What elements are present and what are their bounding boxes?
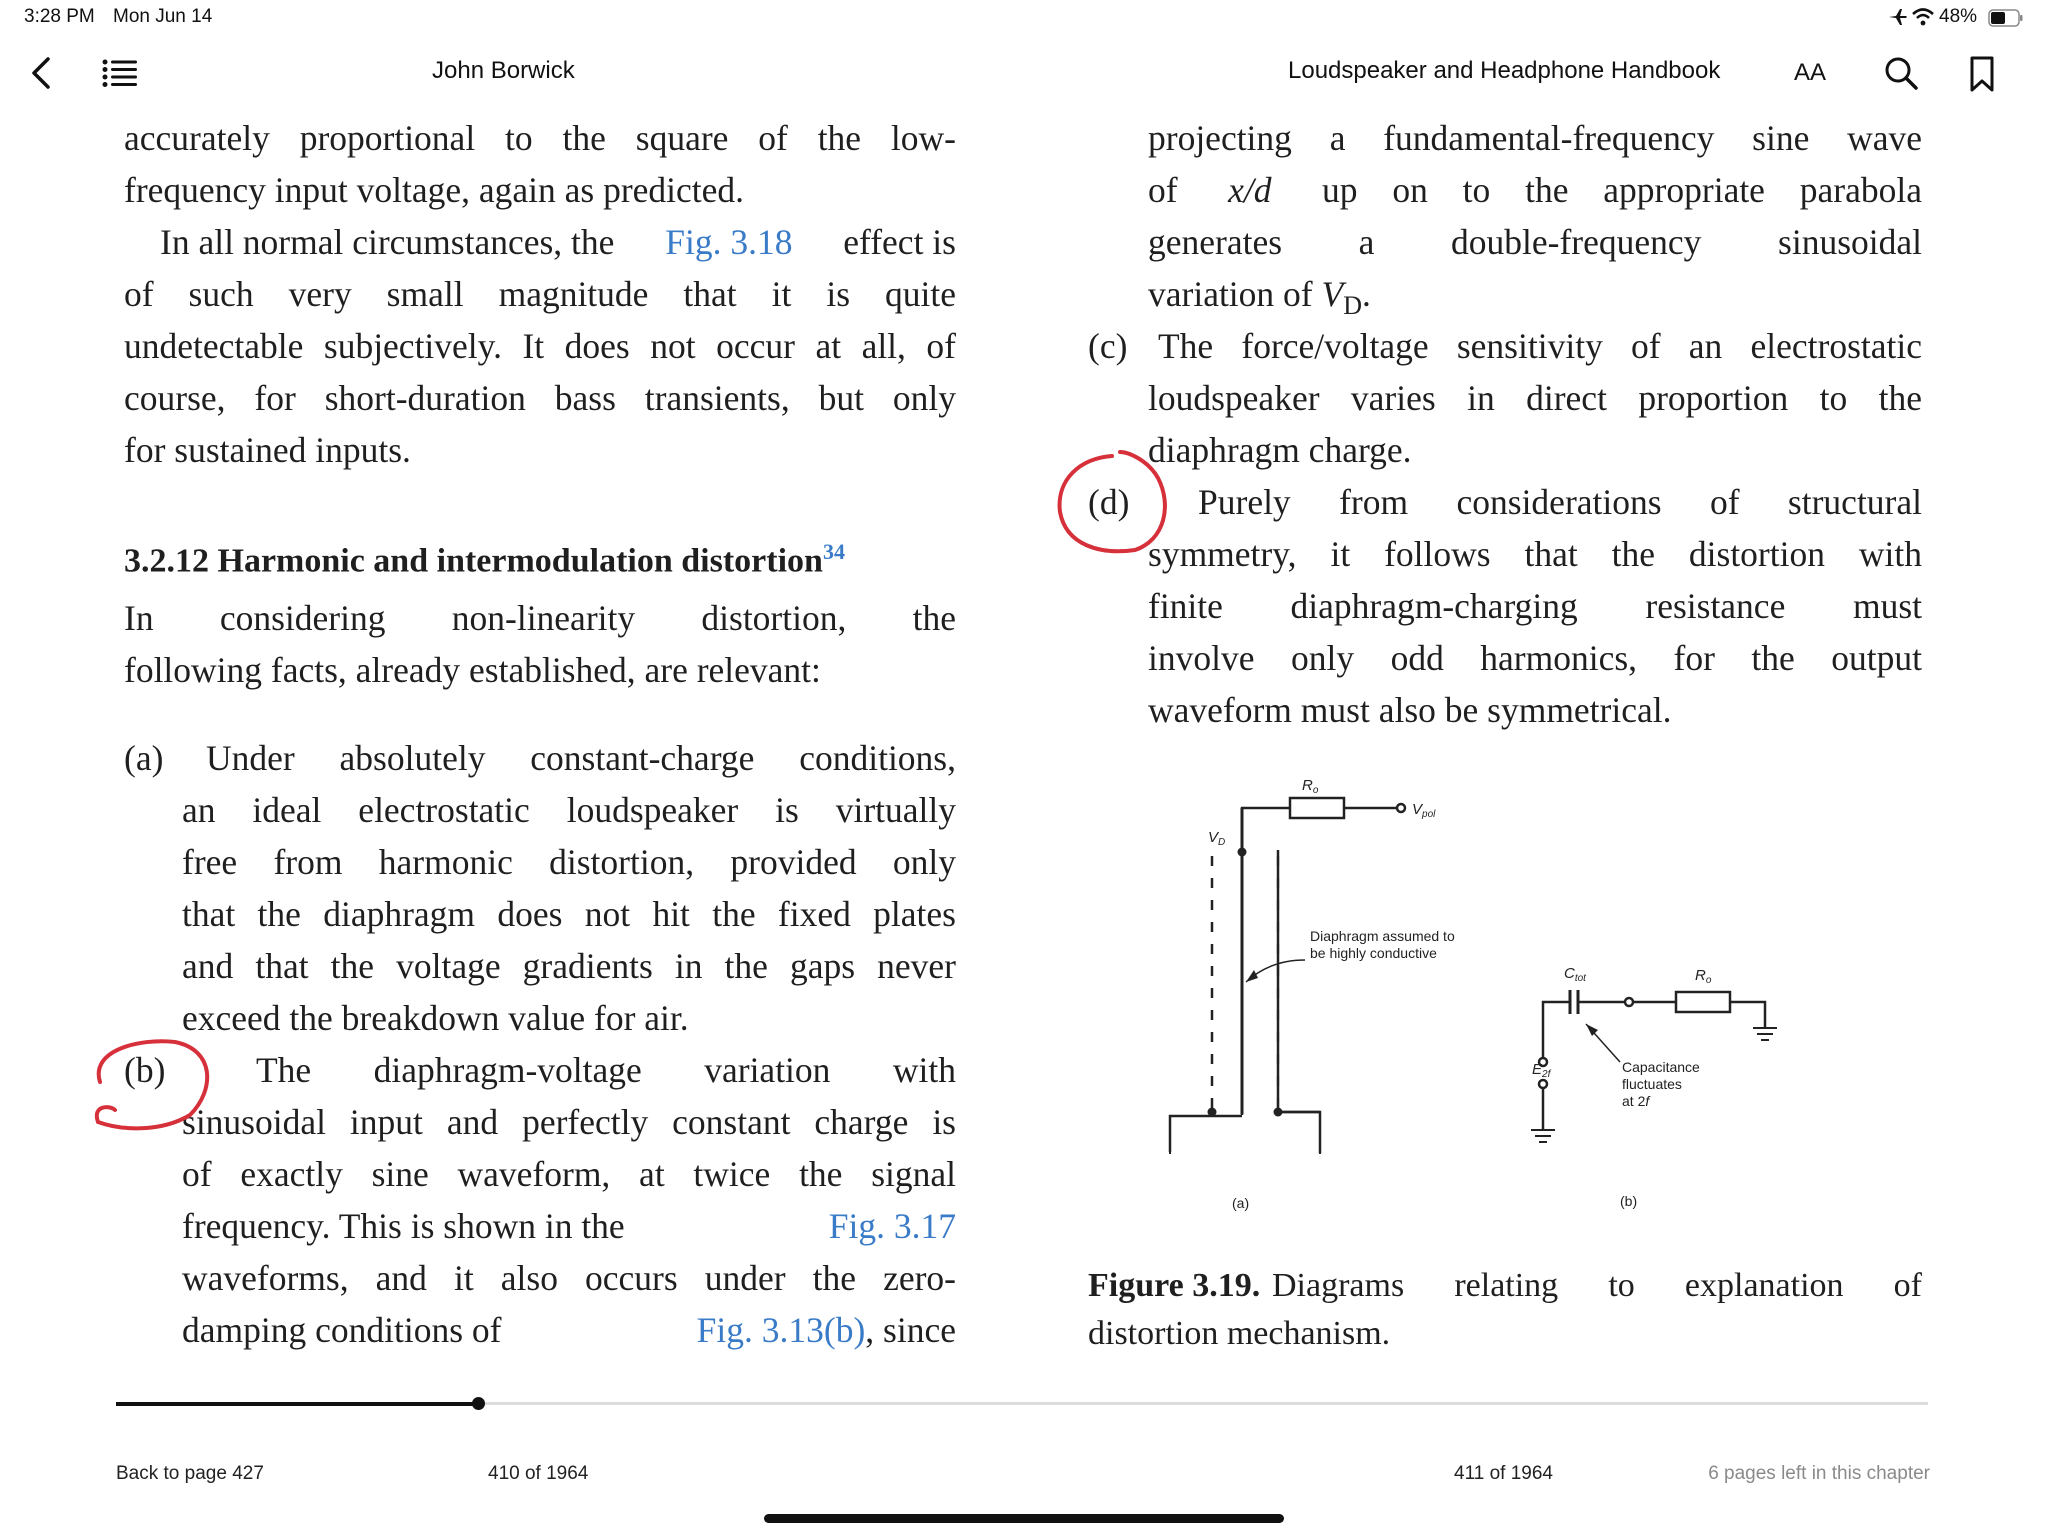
figure-link-3-13b[interactable]: Fig. 3.13(b) [696,1310,866,1350]
figure-3-19-diagram [1150,760,1790,1230]
right-page-number: 411 of 1964 [1454,1463,1553,1484]
progress-track[interactable] [116,1402,1928,1405]
heading-text: 3.2.12 Harmonic and intermodulation distortion [124,542,823,580]
text-line: following facts, already established, are relevant: [124,650,821,690]
text-segment: In all normal circumstances, the [160,222,615,262]
text-line: an ideal electrostatic loudspeaker is virtually [182,790,956,830]
fig-label-ro: $R_o$ [1302,777,1319,796]
text-line: free from harmonic distortion, provided only [182,842,956,882]
battery-percent: 48% [1939,6,1978,27]
figure-link-3-18[interactable]: Fig. 3.18 [665,222,793,262]
text-line: of such very small magnitude that it is quite [124,274,956,314]
text-segment: x/d [1228,170,1272,210]
text-line: and that the voltage gradients in the gaps never [182,946,956,986]
fig-note-capacitance: fluctuates [1622,1076,1682,1092]
footnote-link-34[interactable]: 34 [822,539,845,564]
figure-part-a [1170,798,1405,1160]
text-line: diaphragm charge. [1148,430,1412,470]
fig-note-capacitance: at 2f [1622,1093,1650,1109]
text-line: for sustained inputs. [124,430,411,470]
text-segment: frequency. This is shown in the [182,1206,625,1246]
text-line: generates a double-frequency sinusoidal [1148,222,1922,262]
text-size-label: AA [1794,59,1827,86]
pages-left-text: 6 pages left in this chapter [1708,1463,1930,1484]
text-line: waveform must also be symmetrical. [1148,690,1672,730]
text-line: that the diaphragm does not hit the fixed plates [182,894,956,934]
list-label-a: (a) [124,738,164,778]
progress-fill [116,1402,478,1406]
fig-label-ctot: $C_{tot}$ [1564,965,1586,984]
figure-link-3-17[interactable]: Fig. 3.17 [828,1206,956,1246]
fig-note-capacitance: Capacitance [1622,1059,1700,1075]
text-line: accurately proportional to the square of the low- [124,118,956,158]
text-segment: V [1321,274,1344,314]
text-line: finite diaphragm-charging resistance must [1148,586,1922,626]
fig-label-ro-b: $R_o$ [1695,967,1712,986]
list-label-b: (b) [124,1050,166,1090]
text-line: loudspeaker varies in direct proportion to the [1148,378,1922,418]
fig-sublabel-a: (a) [1232,1195,1250,1211]
text-line: waveforms, and it also occurs under the zero- [182,1258,956,1298]
text-line: symmetry, it follows that the distortion with [1148,534,1922,574]
status-time: 3:28 PM [24,6,95,27]
text-segment: effect is [843,222,956,262]
fig-label-vd: $V_D$ [1208,829,1226,848]
fig-label-vpol: $V_{pol}$ [1412,801,1436,820]
back-to-page-link[interactable]: Back to page 427 [116,1463,264,1484]
text-segment: variation of [1148,274,1313,314]
fig-note-diaphragm: be highly conductive [1310,945,1437,961]
text-line: frequency input voltage, again as predicted. [124,170,745,210]
text-segment: D [1343,291,1362,321]
caption-title: Figure 3.19. [1088,1267,1261,1304]
text-segment: , since [865,1310,956,1350]
text-line: In considering non-linearity distortion, the [124,598,956,638]
text-line: exceed the breakdown value for air. [182,998,689,1038]
fig-label-e2f: $E_{2f}$ [1532,1061,1551,1080]
caption-text: Diagrams relating to explanation of [1272,1267,1922,1304]
text-line: undetectable subjectively. It does not occur at all, of [124,326,956,366]
text-line [1148,164,1922,217]
left-page-number: 410 of 1964 [488,1463,589,1484]
text-segment: . [1361,274,1371,314]
text-line: Under absolutely constant-charge conditions, [206,738,956,778]
caption-line [1088,1260,1922,1313]
text-line: course, for short-duration bass transients, but only [124,378,956,418]
home-indicator[interactable] [764,1514,1284,1523]
list-label-d: (d) [1088,482,1130,522]
text-segment: damping conditions of [182,1310,502,1350]
text-line: Purely from considerations of structural [1198,482,1922,522]
text-line: of exactly sine waveform, at twice the signal [182,1154,956,1194]
fig-note-diaphragm: Diaphragm assumed to [1310,928,1455,944]
text-segment: of [1148,170,1178,210]
caption-line: distortion mechanism. [1088,1315,1391,1352]
text-line: projecting a fundamental-frequency sine wave [1148,118,1922,158]
author-name: John Borwick [432,57,575,84]
text-line: sinusoidal input and perfectly constant charge is [182,1102,956,1142]
annotation-circle-b [97,1041,207,1128]
fig-sublabel-b: (b) [1620,1193,1638,1209]
list-label-c: (c) [1088,326,1128,366]
text-line: involve only odd harmonics, for the output [1148,638,1922,678]
status-date: Mon Jun 14 [113,6,213,27]
text-segment: up on to the appropriate parabola [1321,170,1922,210]
book-title: Loudspeaker and Headphone Handbook [1288,57,1721,84]
text-line: The force/voltage sensitivity of an electrostatic [1158,326,1922,366]
text-line: The diaphragm-voltage variation with [256,1050,956,1090]
